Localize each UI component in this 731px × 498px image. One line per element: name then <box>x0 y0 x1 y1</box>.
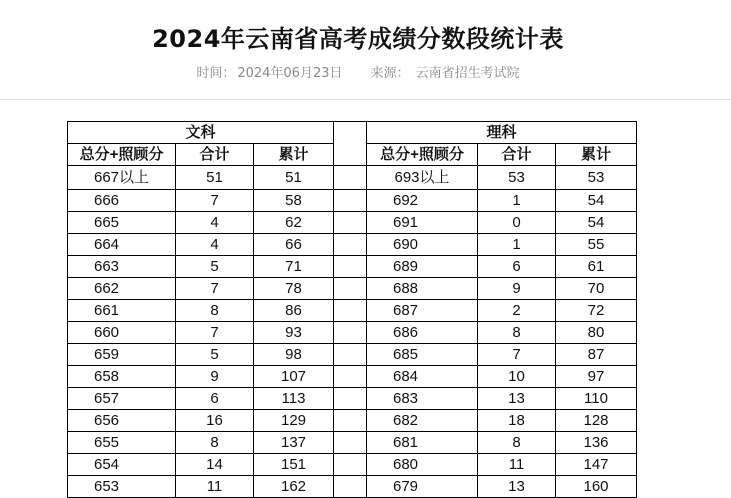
wenke-score-cell: 665 <box>68 212 176 234</box>
table-row <box>68 476 637 498</box>
wenke-count-cell: 14 <box>176 454 254 476</box>
like-cumulative-cell: 136 <box>556 432 637 454</box>
article-meta <box>0 62 716 81</box>
wenke-col-score: 总分+照顾分 <box>68 144 176 166</box>
like-count-cell: 9 <box>478 278 556 300</box>
table-row <box>68 454 637 476</box>
like-count-cell: 2 <box>478 300 556 322</box>
table-row <box>68 388 637 410</box>
table-row <box>68 300 637 322</box>
wenke-cumulative-cell: 66 <box>254 234 334 256</box>
wenke-cumulative-cell: 93 <box>254 322 334 344</box>
table-body <box>68 122 637 498</box>
like-cumulative-cell: 55 <box>556 234 637 256</box>
like-count-cell: 6 <box>478 256 556 278</box>
column-gap <box>334 322 367 344</box>
column-gap <box>334 410 367 432</box>
like-count-cell: 0 <box>478 212 556 234</box>
column-gap <box>334 344 367 366</box>
table-row <box>68 190 637 212</box>
like-cumulative-cell: 110 <box>556 388 637 410</box>
wenke-score-cell: 658 <box>68 366 176 388</box>
like-cumulative-cell: 128 <box>556 410 637 432</box>
score-distribution-table <box>67 121 637 498</box>
wenke-cumulative-cell: 137 <box>254 432 334 454</box>
wenke-score-cell: 666 <box>68 190 176 212</box>
like-cumulative-cell: 87 <box>556 344 637 366</box>
like-count-cell: 7 <box>478 344 556 366</box>
like-score-cell: 681 <box>367 432 478 454</box>
wenke-count-cell: 11 <box>176 476 254 498</box>
wenke-count-cell: 6 <box>176 388 254 410</box>
wenke-count-cell: 5 <box>176 344 254 366</box>
table-row <box>68 234 637 256</box>
like-score-cell: 689 <box>367 256 478 278</box>
wenke-cumulative-cell: 98 <box>254 344 334 366</box>
like-score-cell: 682 <box>367 410 478 432</box>
wenke-cumulative-cell: 62 <box>254 212 334 234</box>
like-col-score: 总分+照顾分 <box>367 144 478 166</box>
like-cumulative-cell: 61 <box>556 256 637 278</box>
wenke-score-cell: 667以上 <box>68 166 176 190</box>
wenke-cumulative-cell: 86 <box>254 300 334 322</box>
table-row <box>68 278 637 300</box>
wenke-cumulative-cell: 151 <box>254 454 334 476</box>
like-score-cell: 687 <box>367 300 478 322</box>
wenke-count-cell: 4 <box>176 212 254 234</box>
like-count-cell: 1 <box>478 234 556 256</box>
like-score-cell: 680 <box>367 454 478 476</box>
table-row <box>68 366 637 388</box>
like-col-cumulative: 累计 <box>556 144 637 166</box>
column-gap <box>334 388 367 410</box>
wenke-count-cell: 9 <box>176 366 254 388</box>
wenke-score-cell: 654 <box>68 454 176 476</box>
wenke-score-cell: 657 <box>68 388 176 410</box>
publish-date: 2024年06月23日 <box>237 66 343 81</box>
like-score-cell: 686 <box>367 322 478 344</box>
like-count-cell: 8 <box>478 432 556 454</box>
wenke-cumulative-cell: 162 <box>254 476 334 498</box>
wenke-score-cell: 661 <box>68 300 176 322</box>
column-gap <box>334 212 367 234</box>
like-count-cell: 53 <box>478 166 556 190</box>
wenke-score-cell: 664 <box>68 234 176 256</box>
time-label: 时间： <box>196 66 236 81</box>
wenke-score-cell: 653 <box>68 476 176 498</box>
wenke-score-cell: 660 <box>68 322 176 344</box>
like-cumulative-cell: 160 <box>556 476 637 498</box>
table-row <box>68 410 637 432</box>
table-row <box>68 344 637 366</box>
like-score-cell: 684 <box>367 366 478 388</box>
like-count-cell: 18 <box>478 410 556 432</box>
header-divider <box>0 99 731 100</box>
like-count-cell: 1 <box>478 190 556 212</box>
wenke-cumulative-cell: 113 <box>254 388 334 410</box>
wenke-count-cell: 16 <box>176 410 254 432</box>
wenke-cumulative-cell: 58 <box>254 190 334 212</box>
section-wenke: 文科 <box>68 122 334 144</box>
like-count-cell: 11 <box>478 454 556 476</box>
like-cumulative-cell: 147 <box>556 454 637 476</box>
source-label: 来源： <box>370 66 410 81</box>
wenke-count-cell: 51 <box>176 166 254 190</box>
column-gap <box>334 166 367 190</box>
wenke-col-cumulative: 累计 <box>254 144 334 166</box>
wenke-cumulative-cell: 71 <box>254 256 334 278</box>
like-col-count: 合计 <box>478 144 556 166</box>
like-score-cell: 693以上 <box>367 166 478 190</box>
wenke-cumulative-cell: 129 <box>254 410 334 432</box>
like-count-cell: 10 <box>478 366 556 388</box>
like-score-cell: 679 <box>367 476 478 498</box>
wenke-count-cell: 4 <box>176 234 254 256</box>
like-score-cell: 683 <box>367 388 478 410</box>
wenke-count-cell: 7 <box>176 190 254 212</box>
like-score-cell: 685 <box>367 344 478 366</box>
like-cumulative-cell: 54 <box>556 190 637 212</box>
like-score-cell: 691 <box>367 212 478 234</box>
section-header-row <box>68 122 637 144</box>
like-score-cell: 690 <box>367 234 478 256</box>
wenke-score-cell: 659 <box>68 344 176 366</box>
like-cumulative-cell: 72 <box>556 300 637 322</box>
table-row <box>68 432 637 454</box>
table-row <box>68 256 637 278</box>
wenke-count-cell: 8 <box>176 300 254 322</box>
table-row <box>68 166 637 190</box>
wenke-count-cell: 8 <box>176 432 254 454</box>
column-gap <box>334 278 367 300</box>
column-gap <box>334 234 367 256</box>
column-gap <box>334 476 367 498</box>
like-cumulative-cell: 70 <box>556 278 637 300</box>
wenke-col-count: 合计 <box>176 144 254 166</box>
like-cumulative-cell: 97 <box>556 366 637 388</box>
like-cumulative-cell: 53 <box>556 166 637 190</box>
wenke-score-cell: 656 <box>68 410 176 432</box>
wenke-cumulative-cell: 51 <box>254 166 334 190</box>
column-gap <box>334 256 367 278</box>
wenke-count-cell: 7 <box>176 322 254 344</box>
column-gap <box>334 300 367 322</box>
like-count-cell: 13 <box>478 476 556 498</box>
source-name: 云南省招生考试院 <box>415 66 520 81</box>
column-gap <box>334 454 367 476</box>
column-gap <box>334 366 367 388</box>
wenke-score-cell: 663 <box>68 256 176 278</box>
like-cumulative-cell: 80 <box>556 322 637 344</box>
wenke-score-cell: 662 <box>68 278 176 300</box>
wenke-cumulative-cell: 107 <box>254 366 334 388</box>
section-like: 理科 <box>367 122 637 144</box>
table-row <box>68 212 637 234</box>
wenke-count-cell: 5 <box>176 256 254 278</box>
column-gap <box>334 190 367 212</box>
column-gap <box>334 122 367 166</box>
like-count-cell: 8 <box>478 322 556 344</box>
like-cumulative-cell: 54 <box>556 212 637 234</box>
page-title: 2024年云南省高考成绩分数段统计表 <box>152 25 564 53</box>
wenke-count-cell: 7 <box>176 278 254 300</box>
like-count-cell: 13 <box>478 388 556 410</box>
table-row <box>68 322 637 344</box>
column-gap <box>334 432 367 454</box>
wenke-cumulative-cell: 78 <box>254 278 334 300</box>
like-score-cell: 688 <box>367 278 478 300</box>
wenke-score-cell: 655 <box>68 432 176 454</box>
like-score-cell: 692 <box>367 190 478 212</box>
